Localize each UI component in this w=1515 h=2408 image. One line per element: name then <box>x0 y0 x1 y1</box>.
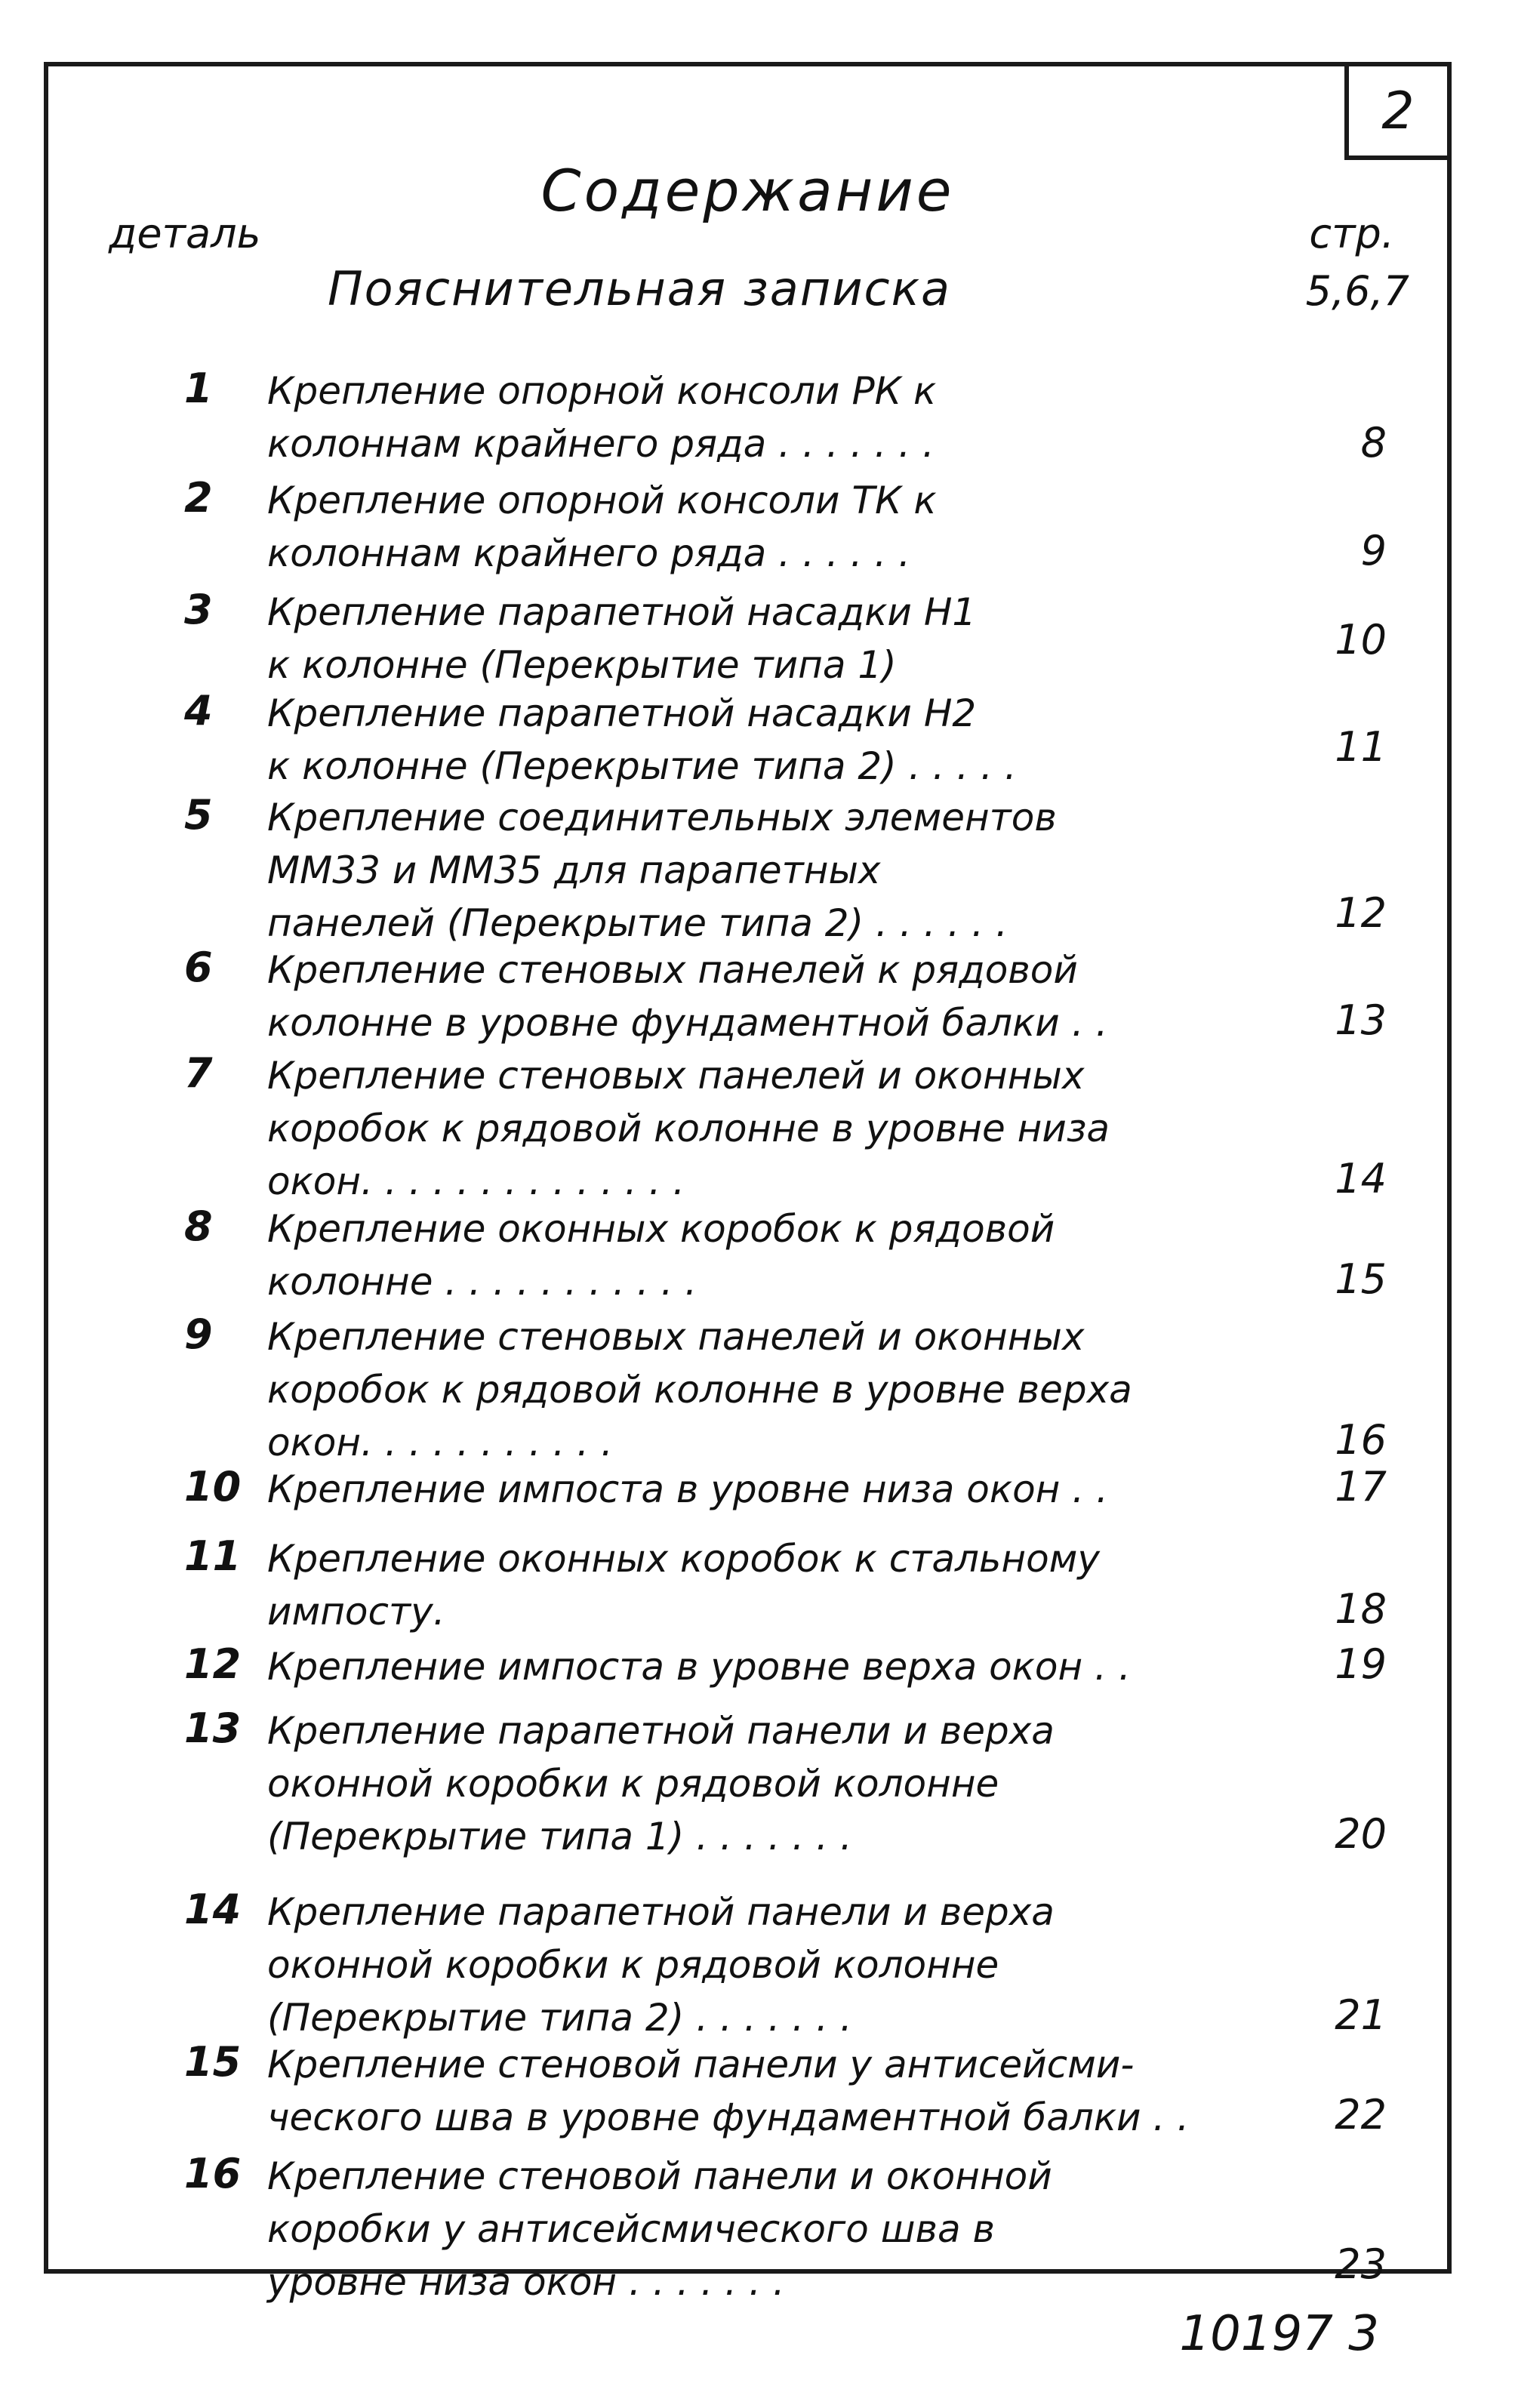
explanatory-note-pages: 5,6,7 <box>1305 267 1409 315</box>
entry-number: 3 <box>184 586 213 633</box>
entry-page: 10 <box>1335 616 1387 664</box>
entry-number: 13 <box>184 1704 242 1752</box>
entry-page: 11 <box>1335 723 1387 771</box>
entry-number: 7 <box>184 1049 213 1097</box>
entry-page: 12 <box>1335 889 1387 937</box>
entry-description: Крепление парапетной панели и верха оконной коробки к рядовой колонне (Перекрытие типа 2) . . . . . . . <box>267 1890 1055 2040</box>
entry-description: Крепление импоста в уровне верха окон . . <box>267 1645 1131 1689</box>
entry-number: 14 <box>184 1886 242 1933</box>
entry-page: 8 <box>1360 419 1387 467</box>
entry-page: 16 <box>1335 1416 1387 1464</box>
entry-description: Крепление стеновых панелей и оконных коробок к рядовой колонне в уровне верха окон. . . . . . . . . . . <box>267 1315 1132 1464</box>
entry-number: 8 <box>184 1202 213 1250</box>
entry-page: 14 <box>1335 1155 1387 1202</box>
entry-number: 2 <box>184 474 213 522</box>
entry-description: Крепление стеновых панелей и оконных коробок к рядовой колонне в уровне низа окон. . . . . . . . . . . . . . <box>267 1054 1110 1203</box>
column-label-page: стр. <box>1309 210 1394 257</box>
entry-page: 20 <box>1335 1810 1387 1858</box>
entry-number: 6 <box>184 944 213 991</box>
entry-number: 4 <box>184 687 213 734</box>
entry-page: 15 <box>1335 1255 1387 1303</box>
page-title: Содержание <box>540 157 955 224</box>
entry-number: 16 <box>184 2150 242 2197</box>
entry-page: 19 <box>1335 1640 1387 1688</box>
entry-page: 13 <box>1335 996 1387 1044</box>
entry-page: 22 <box>1335 2091 1387 2139</box>
document-number: 10197 3 <box>1179 2306 1379 2362</box>
column-label-detail: деталь <box>109 210 261 257</box>
entry-description: Крепление стеновой панели и оконной коробки у антисейсмического шва в уровне низа окон . . . . . . . <box>267 2154 1052 2304</box>
entry-page: 9 <box>1360 527 1387 574</box>
entry-number: 11 <box>184 1532 242 1580</box>
entry-description: Крепление оконных коробок к рядовой колонне . . . . . . . . . . . <box>267 1207 1055 1304</box>
page-number: 2 <box>1381 81 1415 141</box>
entry-page: 17 <box>1335 1463 1387 1510</box>
entry-number: 5 <box>184 791 213 839</box>
entry-number: 15 <box>184 2038 242 2086</box>
entry-description: Крепление стеновой панели у антисейсми- ческого шва в уровне фундаментной балки . . <box>267 2043 1190 2139</box>
entry-number: 1 <box>184 365 213 412</box>
entry-description: Крепление импоста в уровне низа окон . . <box>267 1467 1108 1511</box>
entry-description: Крепление опорной консоли РК к колоннам крайнего ряда . . . . . . . <box>267 369 937 466</box>
contents-list <box>48 66 1447 2304</box>
entry-page: 21 <box>1335 1991 1387 2039</box>
entry-description: Крепление парапетной насадки Н1 к колонне (Перекрытие типа 1) <box>267 590 977 687</box>
entry-number: 10 <box>184 1463 242 1510</box>
entry-description: Крепление парапетной насадки Н2 к колонне (Перекрытие типа 2) . . . . . <box>267 691 1017 788</box>
entry-description: Крепление парапетной панели и верха оконной коробки к рядовой колонне (Перекрытие типа 1) . . . . . . . <box>267 1709 1055 1858</box>
explanatory-note-title: Пояснительная записка <box>328 261 952 316</box>
entry-page: 23 <box>1335 2240 1387 2288</box>
entry-description: Крепление стеновых панелей к рядовой колонне в уровне фундаментной балки . . <box>267 948 1108 1045</box>
document-frame <box>44 62 1452 2304</box>
entry-description: Крепление соединительных элементов ММ33 и ММ35 для парапетных панелей (Перекрытие типа 2) . . . . . . <box>267 796 1057 945</box>
entry-page: 18 <box>1335 1585 1387 1633</box>
entry-number: 9 <box>184 1310 213 1358</box>
entry-description: Крепление опорной консоли ТК к колоннам крайнего ряда . . . . . . <box>267 479 937 575</box>
entry-description: Крепление оконных коробок к стальному импосту. <box>267 1537 1100 1634</box>
entry-number: 12 <box>184 1640 242 1688</box>
